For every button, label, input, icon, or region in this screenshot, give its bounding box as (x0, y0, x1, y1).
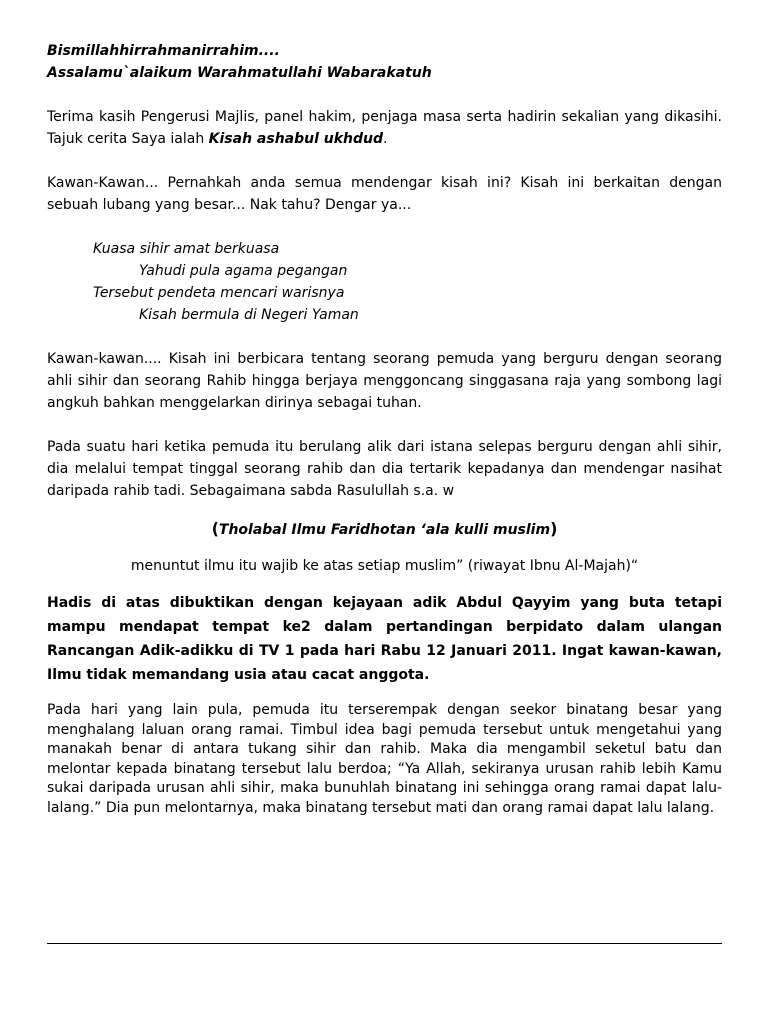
story-title: Kisah ashabul ukhdud (208, 131, 384, 147)
opening-basmalah: Bismillahhirrahmanirrahim.... (47, 43, 280, 59)
close-paren: ) (550, 519, 558, 538)
poem-line: Kuasa sihir amat berkuasa (93, 241, 280, 257)
poem-line: Yahudi pula agama pegangan (139, 263, 348, 279)
document-page (47, 40, 722, 818)
hadith-arabic (47, 518, 722, 541)
footer-divider (47, 943, 722, 944)
open-paren: ( (211, 519, 219, 538)
hadith-translation: menuntut ilmu itu wajib ke atas setiap muslim” (riwayat Ibnu Al-Majah)“ (130, 558, 639, 574)
paragraph-story-intro: Kawan-kawan.... Kisah ini berbicara tentang seorang pemuda yang berguru dengan seorang ahli sihir dan seorang Rahib hingga berjaya menggoncang singgasana raja yang sombong lagi angkuh bahkan menggelarkan dirinya sebagai tuhan. (47, 351, 722, 411)
intro-text: Terima kasih Pengerusi Majlis, panel hakim, penjaga masa serta hadirin sekalian yang dikasihi. Tajuk cerita Saya ialah (47, 109, 722, 147)
paragraph-pemuda: Pada suatu hari ketika pemuda itu berulang alik dari istana selepas berguru dengan ahli sihir, dia melalui tempat tinggal seorang rahib dan dia tertarik kepadanya dan mendengar nasihat daripada rahib tadi. Sebagaimana sabda Rasulullah s.a. w (47, 439, 722, 499)
hadith-text: Tholabal Ilmu Faridhotan ‘ala kulli muslim (218, 522, 551, 538)
paragraph-abdul-qayyim: Hadis di atas dibuktikan dengan kejayaan adik Abdul Qayyim yang buta tetapi mampu mendapat tempat ke2 dalam pertandingan berpidato dalam ulangan Rancangan Adik-adikku di TV 1 pada hari Rabu 12 Januari 2011. Ingat kawan-kawan, Ilmu tidak memandang usia atau cacat anggota. (47, 595, 722, 683)
poem (93, 238, 722, 326)
intro-paragraph (47, 106, 722, 150)
opening-salam: Assalamu`alaikum Warahmatullahi Wabarakatuh (47, 65, 432, 81)
poem-line: Tersebut pendeta mencari warisnya (93, 285, 345, 301)
paragraph-binatang: Pada hari yang lain pula, pemuda itu terserempak dengan seekor binatang besar yang menghalang laluan orang ramai. Timbul idea bagi pemuda tersebut untuk mengetahui yang manakah benar di antara tukang sihir dan rahib. Maka dia mengambil seketul batu dan melontar kepada binatang tersebut lalu berdoa; “Ya Allah, sekiranya urusan rahib lebih Kamu sukai daripada urusan ahli sihir, maka bunuhlah binatang ini sehingga orang ramai dapat lalu-lalang.” Dia pun melontarnya, maka binatang tersebut mati dan orang ramai dapat lalu lalang. (47, 702, 722, 816)
intro-end: . (383, 131, 388, 147)
poem-line: Kisah bermula di Negeri Yaman (139, 307, 359, 323)
paragraph-kawan-kawan: Kawan-Kawan... Pernahkah anda semua mendengar kisah ini? Kisah ini berkaitan dengan sebuah lubang yang besar... Nak tahu? Dengar ya... (47, 175, 722, 213)
